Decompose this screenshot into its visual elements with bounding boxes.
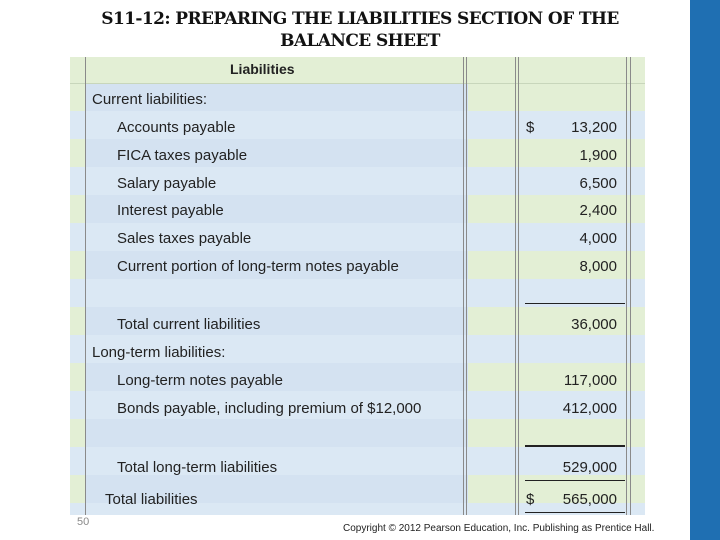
column-divider bbox=[466, 57, 467, 515]
amount-cell: 1,900 bbox=[579, 147, 617, 164]
grand-total-double-rule bbox=[525, 512, 625, 513]
column-divider bbox=[630, 57, 631, 515]
copyright-notice: Copyright © 2012 Pearson Education, Inc. Publishing as Prentice Hall. bbox=[343, 523, 655, 534]
amount-cell: 13,200 bbox=[571, 119, 617, 136]
table-header-row bbox=[70, 57, 645, 84]
amount-cell: 6,500 bbox=[579, 175, 617, 192]
column-divider bbox=[85, 57, 86, 515]
subtotal-rule bbox=[525, 480, 625, 481]
amount-cell: 412,000 bbox=[562, 400, 617, 417]
row-label-long-term-liabilities: Long-term liabilities: bbox=[92, 344, 226, 361]
column-divider bbox=[463, 57, 464, 515]
column-divider bbox=[626, 57, 627, 515]
dollar-sign: $ bbox=[526, 119, 535, 136]
row-label-total-liabilities: Total liabilities bbox=[105, 491, 198, 508]
amount-cell: 565,000 bbox=[562, 491, 617, 508]
row-label: FICA taxes payable bbox=[117, 147, 248, 164]
slide-title-line-1: S11-12: PREPARING THE LIABILITIES SECTION OF THE bbox=[101, 9, 619, 29]
row-label: Sales taxes payable bbox=[117, 230, 252, 247]
amount-cell: 529,000 bbox=[562, 459, 617, 476]
amount-cell: 2,400 bbox=[579, 202, 617, 219]
table-header-label: Liabilities bbox=[230, 61, 295, 77]
table-stripe bbox=[70, 419, 645, 447]
row-label-total-current: Total current liabilities bbox=[117, 316, 261, 333]
row-label: Long-term notes payable bbox=[117, 372, 283, 389]
amount-cell: 4,000 bbox=[579, 230, 617, 247]
row-label: Interest payable bbox=[117, 202, 224, 219]
page-number: 50 bbox=[77, 516, 90, 528]
amount-cell: 8,000 bbox=[579, 258, 617, 275]
row-label: Current portion of long-term notes payable bbox=[117, 258, 399, 275]
row-label: Bonds payable, including premium of $12,000 bbox=[117, 400, 422, 417]
column-divider bbox=[518, 57, 519, 515]
dollar-sign: $ bbox=[526, 491, 535, 508]
subtotal-rule bbox=[525, 445, 625, 447]
row-label-total-long-term: Total long-term liabilities bbox=[117, 459, 278, 476]
accent-side-bar bbox=[690, 0, 720, 540]
amount-cell: 36,000 bbox=[571, 316, 617, 333]
liabilities-table bbox=[70, 57, 645, 515]
column-divider bbox=[515, 57, 516, 515]
row-label: Accounts payable bbox=[117, 119, 236, 136]
row-label-current-liabilities: Current liabilities: bbox=[92, 91, 208, 108]
slide-title bbox=[40, 8, 680, 52]
amount-cell: 117,000 bbox=[563, 372, 617, 389]
subtotal-rule bbox=[525, 303, 625, 304]
row-label: Salary payable bbox=[117, 175, 217, 192]
slide-title-line-2: BALANCE SHEET bbox=[280, 31, 440, 51]
